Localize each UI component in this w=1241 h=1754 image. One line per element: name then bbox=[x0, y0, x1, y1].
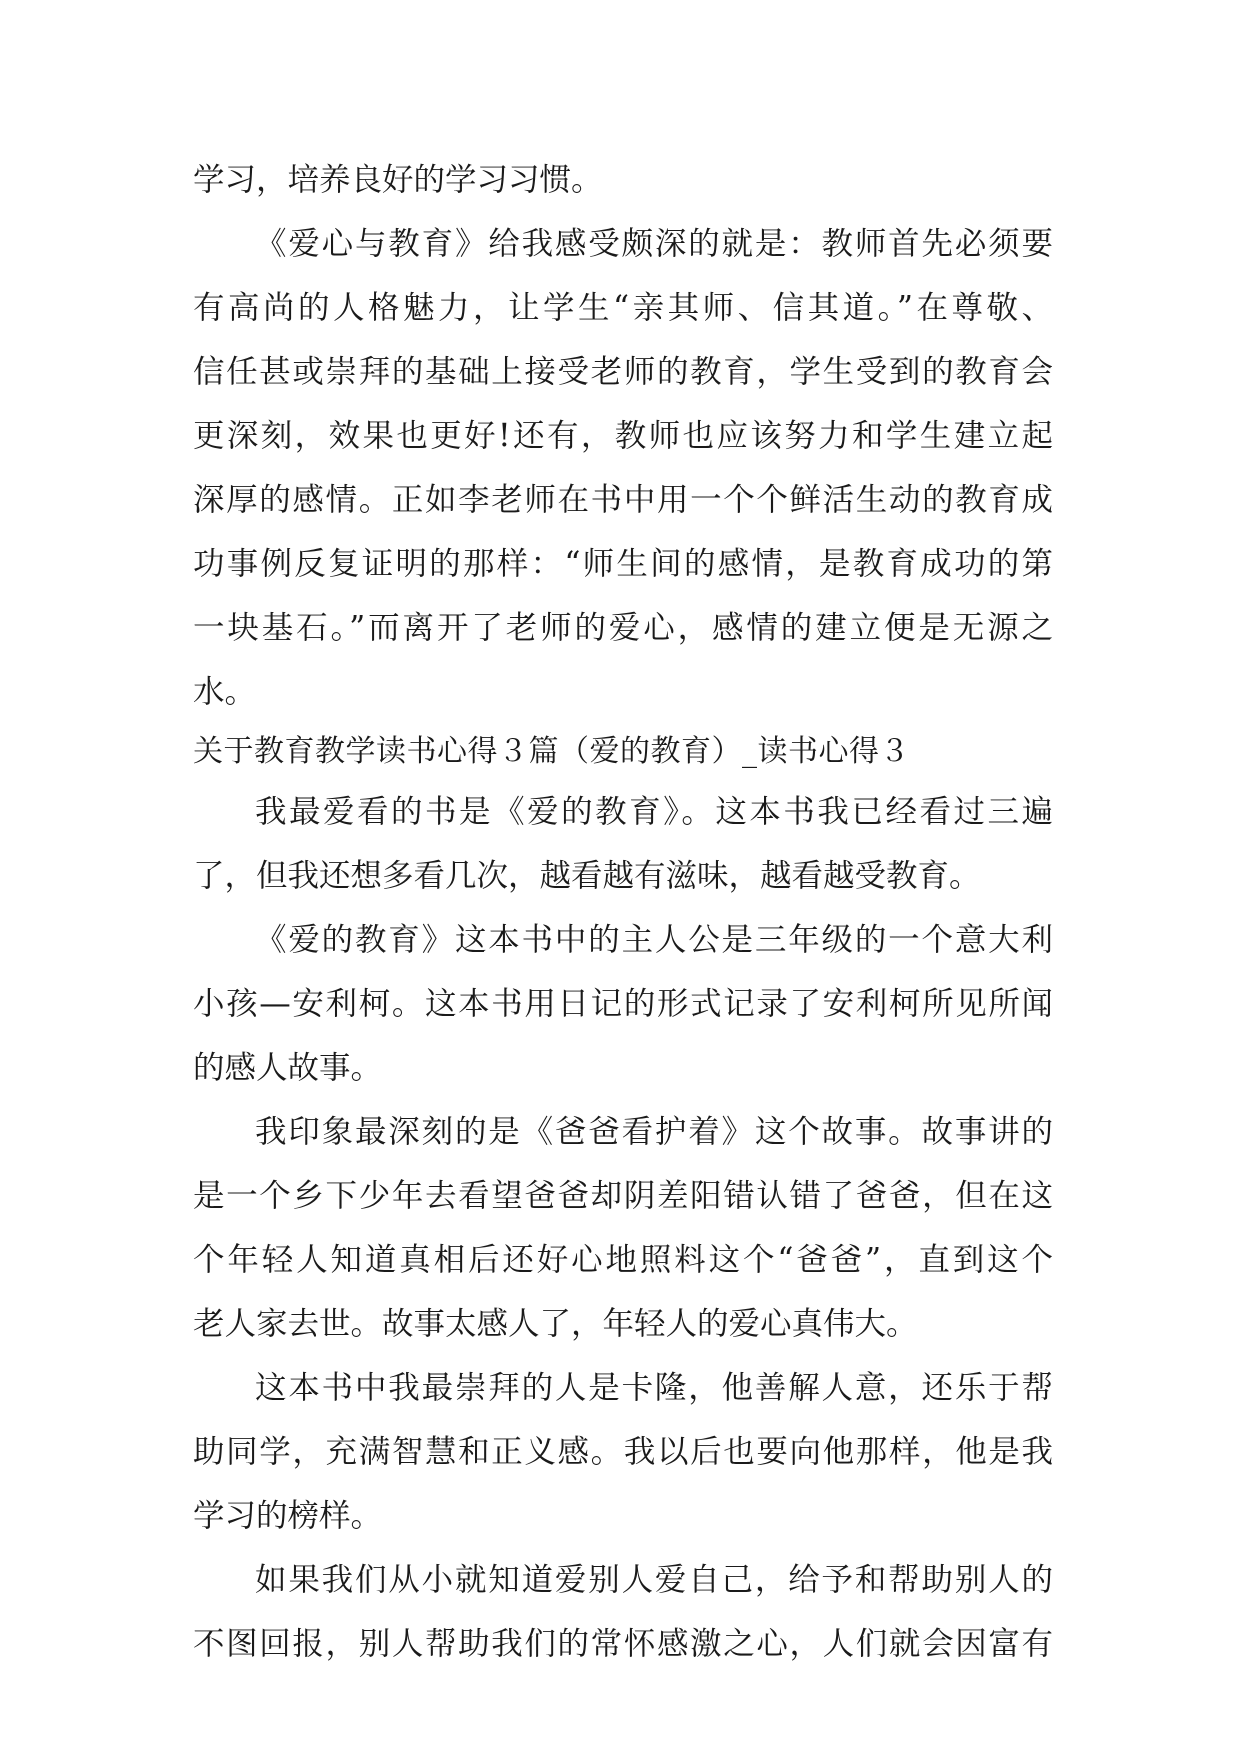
paragraph-line: 更深刻，效果也更好!还有，教师也应该努力和学生建立起 bbox=[193, 418, 1053, 454]
paragraph-first-line: 我印象最深刻的是《爸爸看护着》这个故事。故事讲的 bbox=[255, 1114, 1053, 1150]
paragraph-first-line: 《爱的教育》这本书中的主人公是三年级的一个意大利 bbox=[255, 922, 1053, 958]
paragraph-line: 深厚的感情。正如李老师在书中用一个个鲜活生动的教育成 bbox=[193, 482, 1053, 518]
paragraph-line: 老人家去世。故事太感人了，年轻人的爱心真伟大。 bbox=[193, 1306, 918, 1342]
paragraph-line: 信任甚或崇拜的基础上接受老师的教育，学生受到的教育会 bbox=[193, 354, 1053, 390]
paragraph-line: 有高尚的人格魅力，让学生“亲其师、信其道。”在尊敬、 bbox=[193, 290, 1053, 326]
paragraph-first-line: 这本书中我最崇拜的人是卡隆，他善解人意，还乐于帮 bbox=[255, 1370, 1053, 1406]
paragraph-first-line: 《爱心与教育》给我感受颇深的就是：教师首先必须要 bbox=[255, 226, 1053, 262]
paragraph-line: 助同学，充满智慧和正义感。我以后也要向他那样，他是我 bbox=[193, 1434, 1053, 1470]
paragraph-line: 了，但我还想多看几次，越看越有滋味，越看越受教育。 bbox=[193, 858, 981, 894]
paragraph-line: 学习的榜样。 bbox=[193, 1498, 383, 1534]
paragraph-first-line: 如果我们从小就知道爱别人爱自己，给予和帮助别人的 bbox=[255, 1562, 1053, 1598]
paragraph-line: 学习，培养良好的学习习惯。 bbox=[193, 162, 603, 198]
paragraph-line: 小孩—安利柯。这本书用日记的形式记录了安利柯所见所闻 bbox=[193, 986, 1053, 1022]
paragraph-line: 功事例反复证明的那样：“师生间的感情，是教育成功的第 bbox=[193, 546, 1053, 582]
section-heading: 关于教育教学读书心得３篇（爱的教育）_读书心得３ bbox=[193, 734, 910, 769]
paragraph-line: 不图回报，别人帮助我们的常怀感激之心，人们就会因富有 bbox=[193, 1626, 1053, 1662]
paragraph-line: 的感人故事。 bbox=[193, 1050, 383, 1086]
paragraph-line: 个年轻人知道真相后还好心地照料这个“爸爸”，直到这个 bbox=[193, 1242, 1053, 1278]
paragraph-line: 是一个乡下少年去看望爸爸却阴差阳错认错了爸爸，但在这 bbox=[193, 1178, 1053, 1214]
paragraph-line: 水。 bbox=[193, 674, 257, 710]
paragraph-line: 一块基石。”而离开了老师的爱心，感情的建立便是无源之 bbox=[193, 610, 1053, 646]
paragraph-first-line: 我最爱看的书是《爱的教育》。这本书我已经看过三遍 bbox=[255, 794, 1053, 830]
